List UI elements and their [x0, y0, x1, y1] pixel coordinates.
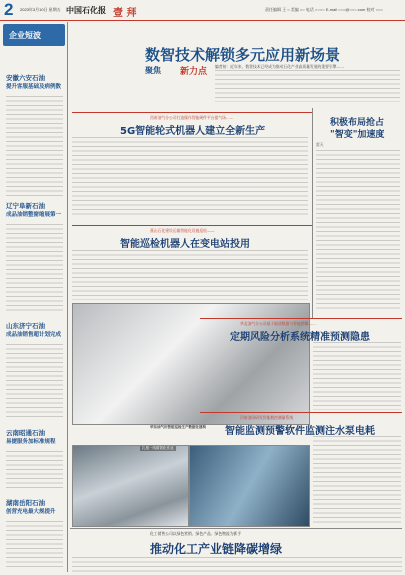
issue-date: 2023年3月10日 星期五 [20, 7, 61, 12]
article-kicker: 河南油田研发智能数控测量系统 [240, 415, 294, 420]
article-title: 5G智能轮式机器人建立全新生产 [120, 126, 266, 137]
text-block [6, 96, 63, 196]
column-divider [67, 22, 68, 572]
worker-photo [72, 445, 189, 527]
article-kicker: 西南油气分公司打造操作智能硬件平台提气场…… [150, 115, 234, 120]
article-title: 定期风险分析系统精准预测隐患 [230, 332, 370, 343]
paper-name: 中国石化报 [66, 5, 106, 15]
photo-caption: 华东油气田智能巡检生产数据化建构 [150, 425, 206, 429]
left-item-title: 湖南岳阳石油 [6, 499, 45, 507]
kicker-rule [72, 112, 312, 113]
editor-info: 责任编辑 王 ○ 美编 ○○ 电话 ○○○○ E-mail ○○○@○○○.com 校对 ○○○ [265, 7, 383, 12]
feature-byline: 雷天 [316, 142, 324, 147]
article-title: 智能巡检机器人在变电站投用 [120, 239, 250, 250]
section-label: 企业短波 [9, 30, 41, 40]
feature-subtitle: "智变"加速度 [330, 130, 385, 140]
kicker-rule [200, 412, 402, 413]
text-block [6, 521, 63, 569]
kicker-rule [72, 225, 312, 226]
text-block [6, 224, 63, 314]
left-item-subtitle: 创营充电最大规提升 [6, 509, 56, 515]
left-item-subtitle: 提升客服基础及病例数 [6, 84, 62, 90]
section-name: 壹 拜 [113, 8, 137, 19]
article-kicker: 华北油气分公司基于地质数据与智能图像…… [240, 321, 316, 326]
intro-text-block [215, 70, 400, 102]
article-text [72, 250, 308, 300]
article-title: 智能监测预警软件监测注水泵电耗 [225, 426, 375, 437]
article-kicker: 燕山石化建设运输智能化设施巡检—— [150, 228, 215, 233]
article-kicker: 化工销售公司以绿色营销、绿色产品、绿色物流为抓手 [150, 531, 242, 536]
feature-title: 积极布局抢占 [330, 118, 385, 128]
text-block [6, 451, 63, 491]
left-item-title: 安徽六安石油 [6, 74, 45, 82]
left-item-title: 云南昭通石油 [6, 429, 45, 437]
main-headline: 数智技术解锁多元应用新场景 [145, 46, 341, 64]
article-text [72, 137, 308, 217]
article-text [313, 436, 401, 524]
focus-word: 新力点 [180, 67, 208, 77]
focus-label: 聚焦 [145, 66, 161, 75]
column-divider [312, 108, 313, 318]
page-number: 2 [4, 0, 14, 19]
left-item-title: 辽宁阜新石油 [6, 202, 45, 210]
photo-caption: 扎根一线数智化作业 [142, 446, 174, 450]
intro-lead: 编者按：近年来，数智技术已经成为推动石化产业高质量发展的重要引擎…… [215, 64, 345, 69]
feature-text [316, 150, 400, 310]
left-item-subtitle: 易捷服务加标准规程 [6, 439, 56, 445]
control-room-photo [189, 445, 310, 527]
left-column [3, 24, 65, 572]
kicker-rule [200, 318, 402, 319]
article-text [72, 557, 402, 573]
article-title: 推动化工产业链降碳增绿 [150, 542, 283, 556]
left-item-subtitle: 成品油销售超计划完成 [6, 332, 62, 338]
text-block [6, 344, 63, 419]
section-divider [70, 528, 402, 529]
left-item-subtitle: 成品油销整窗缩展第一 [6, 212, 62, 218]
article-text [313, 342, 401, 410]
left-item-title: 山东济宁石油 [6, 322, 45, 330]
